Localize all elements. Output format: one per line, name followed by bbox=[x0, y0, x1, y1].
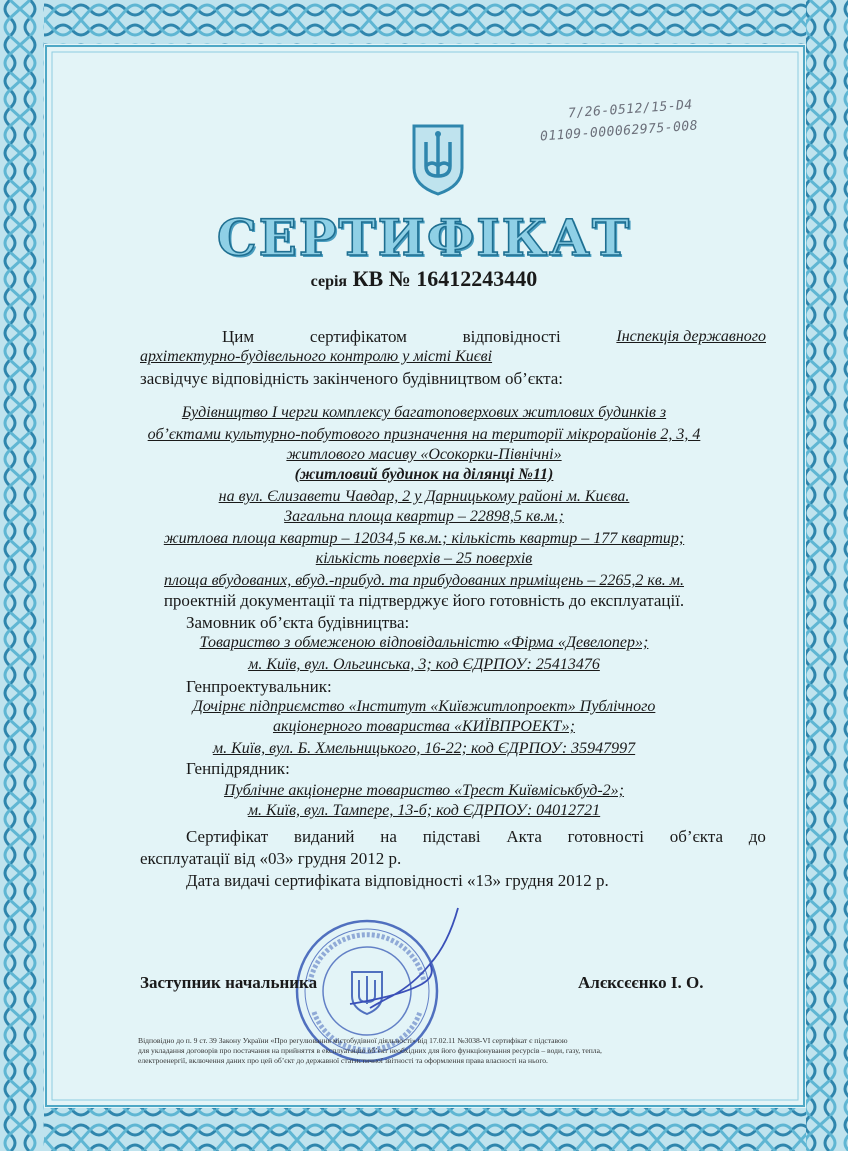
issue-date: Дата видачі сертифіката відповідності «13» грудня 2012 р. bbox=[186, 871, 609, 890]
issuer-name-part1: Інспекція державного bbox=[616, 328, 766, 345]
certifies-text: засвідчує відповідність закінченого будівництвом об’єкта: bbox=[140, 369, 564, 388]
customer-label: Замовник об’єкта будівництва: bbox=[186, 613, 410, 632]
series-prefix: серія bbox=[310, 273, 348, 290]
signatory-position: Заступник начальника bbox=[140, 973, 318, 992]
object-line-4: (житловий будинок на ділянці №11) bbox=[294, 466, 554, 483]
object-commercial-area: площа вбудованих, вбуд.-прибуд. та прибудованих приміщень – 2265,2 кв. м. bbox=[164, 572, 684, 589]
object-floors: кількість поверхів – 25 поверхів bbox=[315, 550, 533, 567]
designer-label: Генпроектувальник: bbox=[186, 677, 332, 696]
object-line-1: Будівництво І черги комплексу багатоповерхових житлових будинків з bbox=[181, 404, 667, 421]
intro-line bbox=[222, 326, 766, 347]
issuer-name-part2: архітектурно-будівельного контролю у місті Києві bbox=[140, 348, 493, 365]
contractor-name: Публічне акціонерне товариство «Трест Київміськбуд-2»; bbox=[223, 782, 624, 799]
series-number bbox=[0, 266, 848, 292]
basis-word: виданий bbox=[293, 827, 355, 846]
designer-name-1: Дочірнє підприємство «Інститут «Київжитлопроект» Публічного bbox=[192, 698, 656, 715]
basis-word: на bbox=[380, 827, 397, 846]
trident-emblem-icon bbox=[410, 122, 466, 196]
series-code: КВ № 16412243440 bbox=[352, 266, 538, 291]
basis-word: готовності bbox=[567, 827, 644, 846]
customer-name: Товариство з обмеженою відповідальністю «Фірма «Девелопер»; bbox=[199, 634, 649, 651]
basis-line-2: експлуатації від «03» грудня 2012 р. bbox=[140, 849, 402, 868]
object-line-2: об’єктами культурно-побутового призначення на території мікрорайонів 2, 3, 4 bbox=[147, 426, 701, 443]
basis-word: Акта bbox=[506, 827, 542, 846]
signature-scribble bbox=[330, 904, 480, 1014]
designer-address: м. Київ, вул. Б. Хмельницького, 16-22; код ЄДРПОУ: 35947997 bbox=[212, 740, 636, 757]
designer-name-2: акціонерного товариства «КИЇВПРОЕКТ»; bbox=[272, 718, 575, 735]
handwritten-number-1: 7/26-0512/15-D4 bbox=[567, 97, 694, 122]
object-address: на вул. Єлизавети Чавдар, 2 у Дарницькому районі м. Києва. bbox=[218, 488, 630, 505]
certificate-title: СЕРТИФІКАТ bbox=[216, 208, 632, 267]
customer-address: м. Київ, вул. Ольгинська, 3; код ЄДРПОУ: 25413476 bbox=[248, 656, 600, 673]
basis-word: Сертифікат bbox=[186, 827, 269, 846]
object-line-3: житлового масиву «Осокорки-Північні» bbox=[286, 446, 562, 463]
basis-word: до bbox=[748, 827, 766, 846]
basis-word: об’єкта bbox=[669, 827, 724, 846]
signatory-name: Алєксєєнко І. О. bbox=[578, 973, 704, 992]
handwritten-number-2: 01109-000062975-008 bbox=[539, 118, 699, 145]
footnote-line-3: електроенергії, включення даних про цей об’єкт до державної статистичної звітності та оформлення права власності на нього. bbox=[138, 1056, 548, 1065]
intro-word: сертифікатом bbox=[309, 327, 407, 346]
footnote-line-1: Відповідно до п. 9 ст. 39 Закону України «Про регулювання містобудівної діяльності» від 17.02.11 №3038-VI сертифікат є підставою bbox=[138, 1036, 568, 1045]
basis-line-1 bbox=[186, 826, 766, 847]
object-living-area: житлова площа квартир – 12034,5 кв.м.; кількість квартир – 177 квартир; bbox=[163, 530, 685, 547]
intro-word: відповідності bbox=[462, 327, 561, 346]
basis-word: підставі bbox=[422, 827, 481, 846]
object-total-area: Загальна площа квартир – 22898,5 кв.м.; bbox=[284, 508, 564, 525]
contractor-label: Генпідрядник: bbox=[186, 759, 290, 778]
compliance-text: проектній документації та підтверджує його готовність до експлуатації. bbox=[163, 591, 685, 610]
contractor-address: м. Київ, вул. Тампере, 13-б; код ЄДРПОУ: 04012721 bbox=[247, 802, 601, 819]
footnote-line-2: для укладання договорів про постачання на прийняття в експлуатацію об’єкт необхідних для його функціонування ресурсів – води, газу, тепла, bbox=[138, 1046, 602, 1055]
intro-word: Цим bbox=[222, 327, 255, 346]
